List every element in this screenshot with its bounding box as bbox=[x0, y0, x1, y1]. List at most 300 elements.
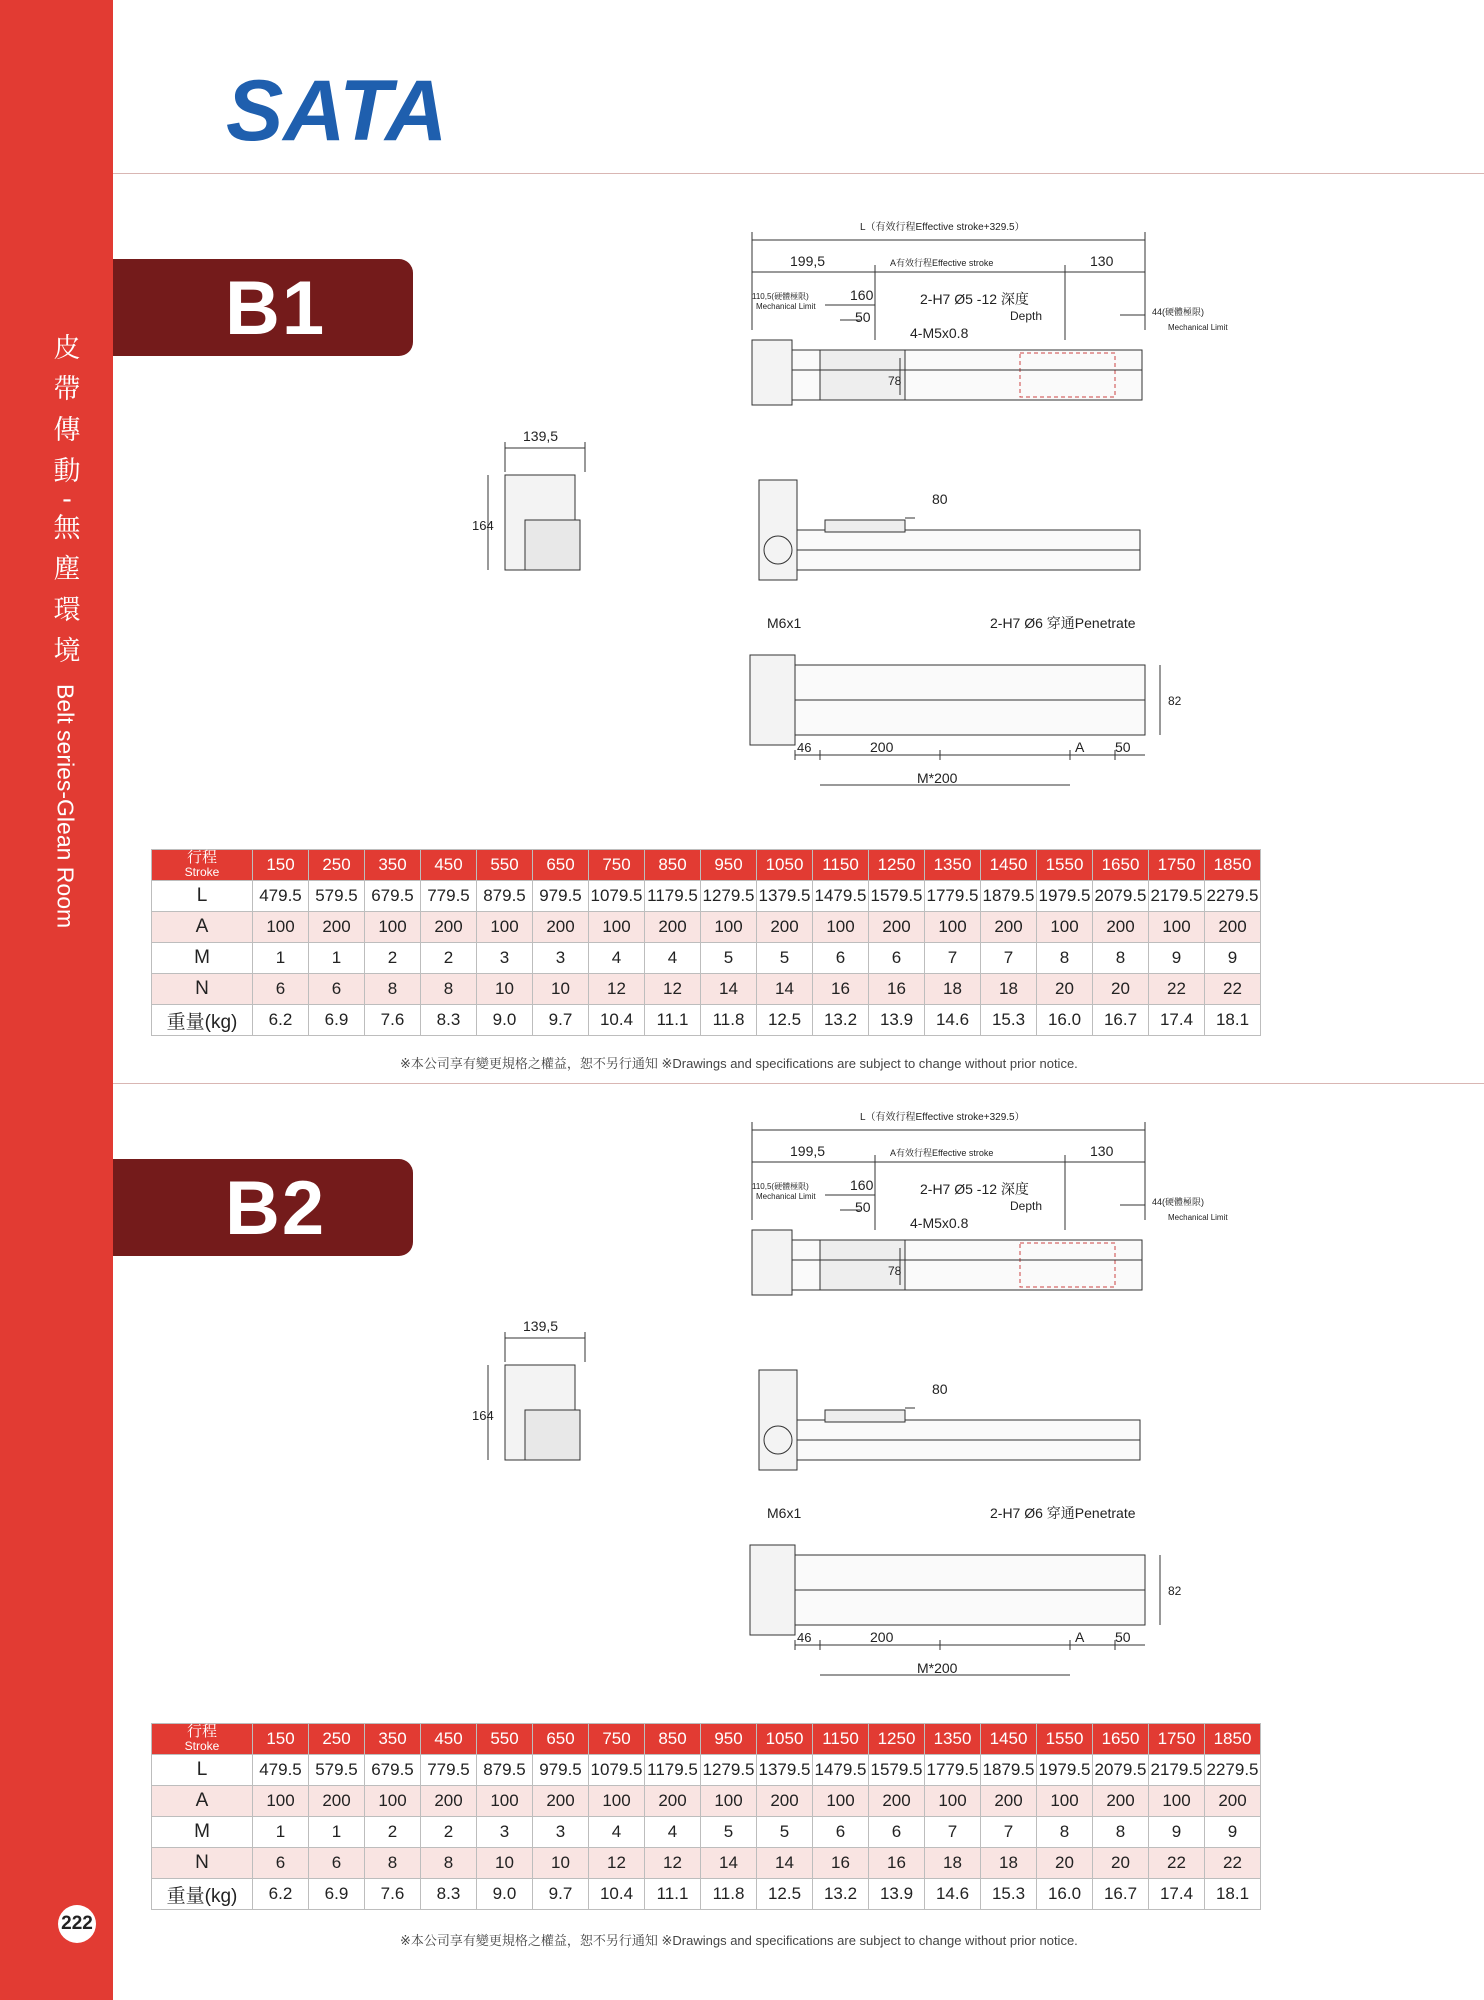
table-cell: 879.5 bbox=[477, 1755, 533, 1786]
mech-right-2: Mechanical Limit bbox=[1168, 323, 1228, 332]
row-label: M bbox=[152, 1817, 253, 1848]
table-cell: 1 bbox=[309, 943, 365, 974]
table-header-row bbox=[152, 850, 1261, 881]
table-cell: 8 bbox=[365, 1848, 421, 1879]
table-cell: 9.0 bbox=[477, 1005, 533, 1036]
table-cell: 5 bbox=[757, 1817, 813, 1848]
sidebar-cn-char: 境 bbox=[53, 636, 81, 667]
table-cell: 15.3 bbox=[981, 1005, 1037, 1036]
hole-h7-6: 2-H7 Ø6 穿通Penetrate bbox=[990, 615, 1136, 631]
label-a-stroke: A有效行程Effective stroke bbox=[890, 258, 994, 268]
table-cell: 1779.5 bbox=[925, 1755, 981, 1786]
table-cell: 10.4 bbox=[589, 1879, 645, 1910]
table-cell: 16.0 bbox=[1037, 1879, 1093, 1910]
stroke-value: 550 bbox=[477, 850, 533, 881]
table-cell: 12.5 bbox=[757, 1879, 813, 1910]
table-cell: 200 bbox=[757, 912, 813, 943]
table-cell: 479.5 bbox=[253, 881, 309, 912]
table-cell: 200 bbox=[869, 912, 925, 943]
table-header-row bbox=[152, 1724, 1261, 1755]
stroke-value: 250 bbox=[309, 1724, 365, 1755]
sidebar-cn-char: 環 bbox=[53, 595, 81, 626]
dim-50: 50 bbox=[855, 1199, 871, 1215]
table-cell: 8 bbox=[1037, 1817, 1093, 1848]
table-cell: 100 bbox=[365, 912, 421, 943]
dim-a: A bbox=[1075, 739, 1085, 755]
table-cell: 9.0 bbox=[477, 1879, 533, 1910]
stroke-value: 1650 bbox=[1093, 1724, 1149, 1755]
table-cell: 2179.5 bbox=[1149, 881, 1205, 912]
table-cell: 3 bbox=[533, 1817, 589, 1848]
stroke-value: 1650 bbox=[1093, 850, 1149, 881]
stroke-value: 350 bbox=[365, 850, 421, 881]
table-cell: 8 bbox=[365, 974, 421, 1005]
table-cell: 679.5 bbox=[365, 881, 421, 912]
dim-50-b: 50 bbox=[1115, 739, 1131, 755]
table-cell: 6.2 bbox=[253, 1879, 309, 1910]
table-cell: 100 bbox=[253, 912, 309, 943]
hole-h7-5: 2-H7 Ø5 -12 深度 bbox=[920, 291, 1029, 307]
table-cell: 16.7 bbox=[1093, 1879, 1149, 1910]
stroke-value: 1250 bbox=[869, 1724, 925, 1755]
table-row bbox=[152, 881, 1261, 912]
dim-82: 82 bbox=[1168, 1584, 1182, 1598]
mech-left-2: Mechanical Limit bbox=[756, 302, 816, 311]
table-cell: 200 bbox=[421, 912, 477, 943]
table-cell: 10 bbox=[533, 974, 589, 1005]
row-label: 重量(kg) bbox=[152, 1879, 253, 1910]
dim-164: 164 bbox=[472, 518, 494, 533]
stroke-value: 1850 bbox=[1205, 850, 1261, 881]
stroke-value: 150 bbox=[253, 850, 309, 881]
table-cell: 3 bbox=[477, 943, 533, 974]
table-cell: 1079.5 bbox=[589, 881, 645, 912]
table-cell: 100 bbox=[253, 1786, 309, 1817]
table-cell: 100 bbox=[477, 912, 533, 943]
spec-table-b2 bbox=[151, 1723, 1261, 1910]
table-cell: 13.2 bbox=[813, 1879, 869, 1910]
row-label: A bbox=[152, 912, 253, 943]
row-label: N bbox=[152, 974, 253, 1005]
dim-78: 78 bbox=[888, 1264, 902, 1278]
table-cell: 200 bbox=[533, 912, 589, 943]
table-cell: 4 bbox=[645, 943, 701, 974]
table-cell: 8.3 bbox=[421, 1879, 477, 1910]
hole-h7-5: 2-H7 Ø5 -12 深度 bbox=[920, 1181, 1029, 1197]
stroke-value: 550 bbox=[477, 1724, 533, 1755]
table-cell: 7 bbox=[925, 943, 981, 974]
table-cell: 100 bbox=[589, 1786, 645, 1817]
table-cell: 5 bbox=[757, 943, 813, 974]
table-cell: 13.2 bbox=[813, 1005, 869, 1036]
stroke-value: 1450 bbox=[981, 1724, 1037, 1755]
stroke-value: 750 bbox=[589, 850, 645, 881]
table-cell: 200 bbox=[645, 912, 701, 943]
dim-m200: M*200 bbox=[917, 1660, 958, 1676]
table-cell: 979.5 bbox=[533, 1755, 589, 1786]
stroke-value: 1250 bbox=[869, 850, 925, 881]
table-cell: 200 bbox=[1205, 912, 1261, 943]
sata-logo bbox=[226, 60, 448, 159]
table-cell: 14 bbox=[701, 1848, 757, 1879]
sidebar-cn-char: 塵 bbox=[53, 554, 81, 585]
table-row bbox=[152, 1755, 1261, 1786]
table-cell: 22 bbox=[1149, 1848, 1205, 1879]
table-cell: 6 bbox=[869, 1817, 925, 1848]
table-cell: 7 bbox=[981, 943, 1037, 974]
stroke-value: 950 bbox=[701, 1724, 757, 1755]
table-cell: 879.5 bbox=[477, 881, 533, 912]
table-cell: 1979.5 bbox=[1037, 1755, 1093, 1786]
m5-label: 4-M5x0.8 bbox=[910, 1215, 969, 1231]
label-l-total: L（有效行程Effective stroke+329.5） bbox=[860, 222, 1025, 233]
table-cell: 979.5 bbox=[533, 881, 589, 912]
table-cell: 11.8 bbox=[701, 1005, 757, 1036]
mech-left-2: Mechanical Limit bbox=[756, 1192, 816, 1201]
stroke-cn: 行程 bbox=[186, 1723, 217, 1740]
table-cell: 6.2 bbox=[253, 1005, 309, 1036]
stroke-value: 250 bbox=[309, 850, 365, 881]
table-cell: 779.5 bbox=[421, 881, 477, 912]
table-cell: 7.6 bbox=[365, 1879, 421, 1910]
table-row bbox=[152, 943, 1261, 974]
stroke-value: 1350 bbox=[925, 850, 981, 881]
table-cell: 16 bbox=[813, 1848, 869, 1879]
stroke-en: Stroke bbox=[184, 1739, 220, 1753]
table-cell: 6 bbox=[869, 943, 925, 974]
table-cell: 1279.5 bbox=[701, 1755, 757, 1786]
table-cell: 14 bbox=[757, 1848, 813, 1879]
table-cell: 6 bbox=[253, 974, 309, 1005]
table-cell: 14 bbox=[701, 974, 757, 1005]
table-cell: 1479.5 bbox=[813, 1755, 869, 1786]
table-cell: 100 bbox=[813, 912, 869, 943]
table-cell: 679.5 bbox=[365, 1755, 421, 1786]
table-cell: 5 bbox=[701, 943, 757, 974]
table-cell: 3 bbox=[533, 943, 589, 974]
table-cell: 10 bbox=[477, 974, 533, 1005]
label-l-total: L（有效行程Effective stroke+329.5） bbox=[860, 1112, 1025, 1123]
dim-200: 200 bbox=[870, 739, 894, 755]
table-cell: 200 bbox=[309, 912, 365, 943]
stroke-value: 1050 bbox=[757, 850, 813, 881]
table-cell: 8 bbox=[1037, 943, 1093, 974]
table-cell: 10 bbox=[533, 1848, 589, 1879]
depth-label: Depth bbox=[1010, 1199, 1043, 1213]
table-cell: 4 bbox=[589, 1817, 645, 1848]
table-cell: 13.9 bbox=[869, 1879, 925, 1910]
table-cell: 20 bbox=[1093, 1848, 1149, 1879]
table-cell: 16.7 bbox=[1093, 1005, 1149, 1036]
table-cell: 4 bbox=[645, 1817, 701, 1848]
table-row bbox=[152, 974, 1261, 1005]
table-cell: 1779.5 bbox=[925, 881, 981, 912]
mech-left-1: 110,5(硬體極限) bbox=[752, 1182, 809, 1191]
table-cell: 100 bbox=[589, 912, 645, 943]
dim-200: 200 bbox=[870, 1629, 894, 1645]
notice-b1: ※本公司享有變更規格之權益，恕不另行通知 ※Drawings and specifications are subject to change without prior notice. bbox=[400, 1056, 1078, 1071]
table-row bbox=[152, 1879, 1261, 1910]
table-cell: 16 bbox=[869, 1848, 925, 1879]
table-cell: 15.3 bbox=[981, 1879, 1037, 1910]
table-cell: 6 bbox=[309, 974, 365, 1005]
table-cell: 100 bbox=[1149, 912, 1205, 943]
sidebar-cn-char: - bbox=[62, 484, 72, 515]
table-cell: 8 bbox=[1093, 943, 1149, 974]
stroke-value: 850 bbox=[645, 1724, 701, 1755]
series-tab-b1 bbox=[113, 259, 413, 356]
table-cell: 4 bbox=[589, 943, 645, 974]
dim-130: 130 bbox=[1090, 1143, 1114, 1159]
table-cell: 579.5 bbox=[309, 1755, 365, 1786]
row-label: L bbox=[152, 881, 253, 912]
table-cell: 14 bbox=[757, 974, 813, 1005]
table-cell: 1179.5 bbox=[645, 1755, 701, 1786]
table-cell: 200 bbox=[309, 1786, 365, 1817]
table-cell: 3 bbox=[477, 1817, 533, 1848]
stroke-value: 750 bbox=[589, 1724, 645, 1755]
dim-50: 50 bbox=[855, 309, 871, 325]
table-cell: 6.9 bbox=[309, 1005, 365, 1036]
table-cell: 200 bbox=[757, 1786, 813, 1817]
table-cell: 20 bbox=[1093, 974, 1149, 1005]
stroke-value: 350 bbox=[365, 1724, 421, 1755]
table-cell: 6 bbox=[813, 943, 869, 974]
dim-50-b: 50 bbox=[1115, 1629, 1131, 1645]
spec-table-b1 bbox=[151, 849, 1261, 1036]
table-cell: 9 bbox=[1149, 1817, 1205, 1848]
table-cell: 779.5 bbox=[421, 1755, 477, 1786]
table-row bbox=[152, 1005, 1261, 1036]
table-cell: 9 bbox=[1205, 1817, 1261, 1848]
dim-199-5: 199,5 bbox=[790, 253, 826, 269]
table-cell: 12 bbox=[645, 1848, 701, 1879]
table-cell: 6 bbox=[253, 1848, 309, 1879]
stroke-value: 1750 bbox=[1149, 1724, 1205, 1755]
table-cell: 18 bbox=[981, 1848, 1037, 1879]
table-cell: 479.5 bbox=[253, 1755, 309, 1786]
sidebar-cn-char: 皮 bbox=[53, 333, 81, 364]
stroke-value: 1150 bbox=[813, 850, 869, 881]
table-cell: 18 bbox=[981, 974, 1037, 1005]
m6-label: M6x1 bbox=[767, 1505, 802, 1521]
table-cell: 9 bbox=[1205, 943, 1261, 974]
sidebar-cn-char: 帶 bbox=[53, 374, 81, 405]
dim-160: 160 bbox=[850, 1177, 874, 1193]
mech-right-1: 44(硬體極限) bbox=[1152, 307, 1205, 317]
table-cell: 1 bbox=[309, 1817, 365, 1848]
table-cell: 8 bbox=[421, 1848, 477, 1879]
table-cell: 2 bbox=[421, 1817, 477, 1848]
stroke-header bbox=[152, 1724, 253, 1755]
table-cell: 2 bbox=[365, 1817, 421, 1848]
dim-m200: M*200 bbox=[917, 770, 958, 786]
sidebar-cn-title bbox=[52, 328, 82, 672]
table-cell: 12 bbox=[589, 1848, 645, 1879]
table-cell: 200 bbox=[1093, 912, 1149, 943]
table-row bbox=[152, 1786, 1261, 1817]
table-cell: 18 bbox=[925, 1848, 981, 1879]
table-row bbox=[152, 1817, 1261, 1848]
table-cell: 100 bbox=[925, 1786, 981, 1817]
table-cell: 12 bbox=[645, 974, 701, 1005]
notice-b2: ※本公司享有變更規格之權益，恕不另行通知 ※Drawings and specifications are subject to change without prior notice. bbox=[400, 1933, 1078, 1948]
table-cell: 16 bbox=[813, 974, 869, 1005]
table-cell: 16 bbox=[869, 974, 925, 1005]
table-cell: 18.1 bbox=[1205, 1005, 1261, 1036]
stroke-value: 450 bbox=[421, 850, 477, 881]
series-title: B2 bbox=[225, 1166, 327, 1251]
sidebar-cn-char: 傳 bbox=[53, 415, 81, 446]
table-cell: 2279.5 bbox=[1205, 881, 1261, 912]
table-cell: 1879.5 bbox=[981, 881, 1037, 912]
depth-label: Depth bbox=[1010, 309, 1043, 323]
table-cell: 1179.5 bbox=[645, 881, 701, 912]
table-cell: 6.9 bbox=[309, 1879, 365, 1910]
table-cell: 100 bbox=[701, 912, 757, 943]
stroke-header bbox=[152, 850, 253, 881]
table-cell: 17.4 bbox=[1149, 1879, 1205, 1910]
row-label: L bbox=[152, 1755, 253, 1786]
sidebar-cn-char: 動 bbox=[53, 456, 81, 487]
table-cell: 1 bbox=[253, 943, 309, 974]
stroke-value: 850 bbox=[645, 850, 701, 881]
table-cell: 8 bbox=[421, 974, 477, 1005]
table-cell: 16.0 bbox=[1037, 1005, 1093, 1036]
mech-right-1: 44(硬體極限) bbox=[1152, 1197, 1205, 1207]
table-cell: 10 bbox=[477, 1848, 533, 1879]
table-cell: 7 bbox=[981, 1817, 1037, 1848]
table-cell: 1279.5 bbox=[701, 881, 757, 912]
table-cell: 9 bbox=[1149, 943, 1205, 974]
table-cell: 579.5 bbox=[309, 881, 365, 912]
table-cell: 22 bbox=[1205, 974, 1261, 1005]
table-cell: 12.5 bbox=[757, 1005, 813, 1036]
table-cell: 2079.5 bbox=[1093, 1755, 1149, 1786]
table-cell: 2 bbox=[421, 943, 477, 974]
table-cell: 6 bbox=[309, 1848, 365, 1879]
stroke-value: 1750 bbox=[1149, 850, 1205, 881]
table-cell: 200 bbox=[533, 1786, 589, 1817]
table-cell: 13.9 bbox=[869, 1005, 925, 1036]
sidebar bbox=[0, 0, 113, 2000]
series-title: B1 bbox=[225, 266, 327, 351]
table-cell: 1379.5 bbox=[757, 881, 813, 912]
m6-label: M6x1 bbox=[767, 615, 802, 631]
table-cell: 11.8 bbox=[701, 1879, 757, 1910]
table-cell: 8 bbox=[1093, 1817, 1149, 1848]
table-cell: 200 bbox=[869, 1786, 925, 1817]
table-row bbox=[152, 1848, 1261, 1879]
table-cell: 7 bbox=[925, 1817, 981, 1848]
table-cell: 22 bbox=[1205, 1848, 1261, 1879]
stroke-value: 1450 bbox=[981, 850, 1037, 881]
table-cell: 2079.5 bbox=[1093, 881, 1149, 912]
table-cell: 200 bbox=[981, 1786, 1037, 1817]
table-cell: 1079.5 bbox=[589, 1755, 645, 1786]
m5-label: 4-M5x0.8 bbox=[910, 325, 969, 341]
table-cell: 2 bbox=[365, 943, 421, 974]
stroke-value: 1150 bbox=[813, 1724, 869, 1755]
table-cell: 9.7 bbox=[533, 1879, 589, 1910]
stroke-value: 1050 bbox=[757, 1724, 813, 1755]
mech-left-1: 110,5(硬體極限) bbox=[752, 292, 809, 301]
stroke-value: 650 bbox=[533, 850, 589, 881]
table-cell: 17.4 bbox=[1149, 1005, 1205, 1036]
page-number: 222 bbox=[58, 1905, 96, 1943]
mech-right-2: Mechanical Limit bbox=[1168, 1213, 1228, 1222]
table-cell: 200 bbox=[421, 1786, 477, 1817]
sidebar-en-title bbox=[45, 684, 85, 944]
table-cell: 1379.5 bbox=[757, 1755, 813, 1786]
hole-h7-6: 2-H7 Ø6 穿通Penetrate bbox=[990, 1505, 1136, 1521]
table-cell: 11.1 bbox=[645, 1879, 701, 1910]
table-cell: 18 bbox=[925, 974, 981, 1005]
table-cell: 14.6 bbox=[925, 1879, 981, 1910]
row-label: N bbox=[152, 1848, 253, 1879]
table-cell: 100 bbox=[1037, 912, 1093, 943]
table-cell: 100 bbox=[925, 912, 981, 943]
table-cell: 1579.5 bbox=[869, 881, 925, 912]
table-cell: 22 bbox=[1149, 974, 1205, 1005]
table-cell: 100 bbox=[1149, 1786, 1205, 1817]
stroke-value: 950 bbox=[701, 850, 757, 881]
dim-130: 130 bbox=[1090, 253, 1114, 269]
header-divider bbox=[113, 173, 1484, 174]
table-cell: 100 bbox=[701, 1786, 757, 1817]
stroke-value: 150 bbox=[253, 1724, 309, 1755]
technical-drawing-b1 bbox=[460, 210, 1228, 810]
table-cell: 1879.5 bbox=[981, 1755, 1037, 1786]
row-label: 重量(kg) bbox=[152, 1005, 253, 1036]
dim-199-5: 199,5 bbox=[790, 1143, 826, 1159]
stroke-value: 450 bbox=[421, 1724, 477, 1755]
dim-82: 82 bbox=[1168, 694, 1182, 708]
table-cell: 6 bbox=[813, 1817, 869, 1848]
table-cell: 1979.5 bbox=[1037, 881, 1093, 912]
dim-46: 46 bbox=[797, 1630, 812, 1645]
table-cell: 8.3 bbox=[421, 1005, 477, 1036]
table-cell: 2279.5 bbox=[1205, 1755, 1261, 1786]
dim-139-5: 139,5 bbox=[523, 428, 559, 444]
dim-139-5: 139,5 bbox=[523, 1318, 559, 1334]
table-cell: 11.1 bbox=[645, 1005, 701, 1036]
table-cell: 200 bbox=[1093, 1786, 1149, 1817]
table-cell: 10.4 bbox=[589, 1005, 645, 1036]
table-cell: 100 bbox=[477, 1786, 533, 1817]
dim-78: 78 bbox=[888, 374, 902, 388]
table-cell: 100 bbox=[1037, 1786, 1093, 1817]
stroke-value: 1550 bbox=[1037, 850, 1093, 881]
stroke-cn: 行程 bbox=[186, 849, 217, 866]
dim-80: 80 bbox=[932, 491, 948, 507]
table-cell: 1 bbox=[253, 1817, 309, 1848]
series-tab-b2 bbox=[113, 1159, 413, 1256]
technical-drawing-b2 bbox=[460, 1100, 1228, 1700]
table-cell: 100 bbox=[813, 1786, 869, 1817]
table-cell: 100 bbox=[365, 1786, 421, 1817]
table-cell: 5 bbox=[701, 1817, 757, 1848]
stroke-en: Stroke bbox=[184, 865, 220, 879]
dim-160: 160 bbox=[850, 287, 874, 303]
table-cell: 2179.5 bbox=[1149, 1755, 1205, 1786]
table-cell: 1579.5 bbox=[869, 1755, 925, 1786]
section-divider bbox=[113, 1083, 1484, 1084]
dim-80: 80 bbox=[932, 1381, 948, 1397]
table-cell: 14.6 bbox=[925, 1005, 981, 1036]
row-label: A bbox=[152, 1786, 253, 1817]
stroke-value: 1350 bbox=[925, 1724, 981, 1755]
